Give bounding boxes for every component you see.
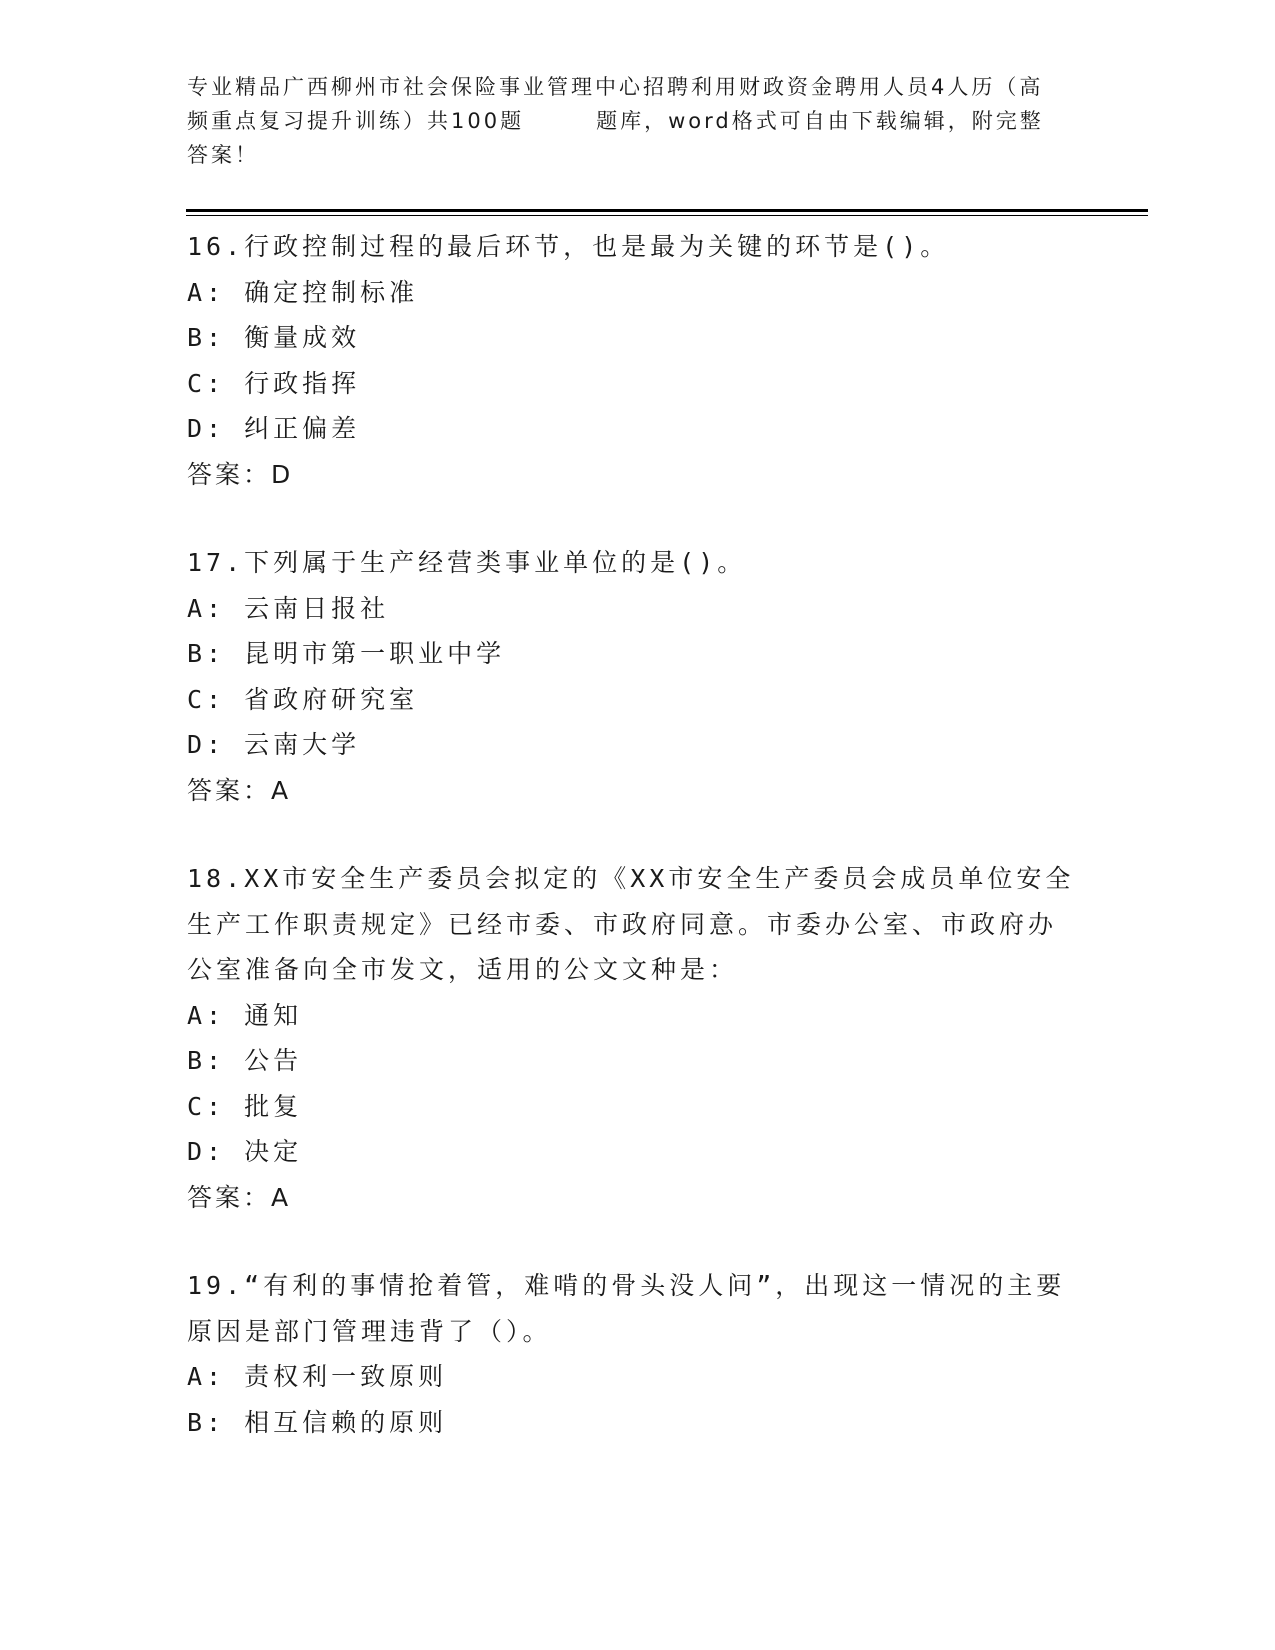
option-d: D: 纠正偏差 xyxy=(187,414,361,443)
option-a: A: 云南日报社 xyxy=(187,593,390,623)
question-text-line-1: 19.“有利的事情抢着管，难啃的骨头没人问”，出现这一情况的主要 xyxy=(187,1271,1066,1300)
option-b: B: 相互信赖的原则 xyxy=(187,1407,448,1437)
option-c: C: 行政指挥 xyxy=(187,368,361,398)
header-line-2b: 题库，word格式可自由下载编辑，附完整 xyxy=(596,109,1044,133)
answer: 答案：D xyxy=(187,459,294,489)
header-line-2 xyxy=(187,104,1087,138)
question-text: 17.下列属于生产经营类事业单位的是()。 xyxy=(187,548,747,577)
question-18 xyxy=(187,856,1147,1220)
option-b: B: 衡量成效 xyxy=(187,323,361,352)
question-19 xyxy=(187,1263,1147,1445)
option-d: D: 云南大学 xyxy=(187,730,361,759)
option-c: C: 省政府研究室 xyxy=(187,684,419,714)
question-16 xyxy=(187,224,1147,497)
answer: 答案：A xyxy=(187,1182,292,1212)
question-text-line-1: 18.XX市安全生产委员会拟定的《XX市安全生产委员会成员单位安全 xyxy=(187,864,1075,893)
question-text-line-3: 公室准备向全市发文，适用的公文文种是： xyxy=(187,955,739,984)
question-17 xyxy=(187,540,1147,813)
question-list xyxy=(187,224,1147,1488)
header-divider-thick xyxy=(186,209,1148,212)
question-text: 16.行政控制过程的最后环节，也是最为关键的环节是()。 xyxy=(187,232,950,261)
option-a: A: 责权利一致原则 xyxy=(187,1362,448,1391)
header-divider-thin xyxy=(186,215,1148,216)
header-line-3: 答案！ xyxy=(187,143,259,167)
question-text-line-2: 原因是部门管理违背了（）。 xyxy=(187,1316,552,1346)
answer: 答案：A xyxy=(187,775,292,805)
option-b: B: 昆明市第一职业中学 xyxy=(187,639,506,668)
option-a: A: 确定控制标准 xyxy=(187,277,419,307)
option-a: A: 通知 xyxy=(187,1000,303,1030)
option-b: B: 公告 xyxy=(187,1046,303,1075)
question-text-line-2: 生产工作职责规定》已经市委、市政府同意。市委办公室、市政府办 xyxy=(187,909,1058,939)
header-line-1: 专业精品广西柳州市社会保险事业管理中心招聘利用财政资金聘用人员4人历（高 xyxy=(187,75,1044,99)
header-line-2a: 频重点复习提升训练）共100题 xyxy=(187,109,525,133)
document-header xyxy=(187,70,1087,172)
option-c: C: 批复 xyxy=(187,1091,303,1121)
option-d: D: 决定 xyxy=(187,1137,303,1166)
